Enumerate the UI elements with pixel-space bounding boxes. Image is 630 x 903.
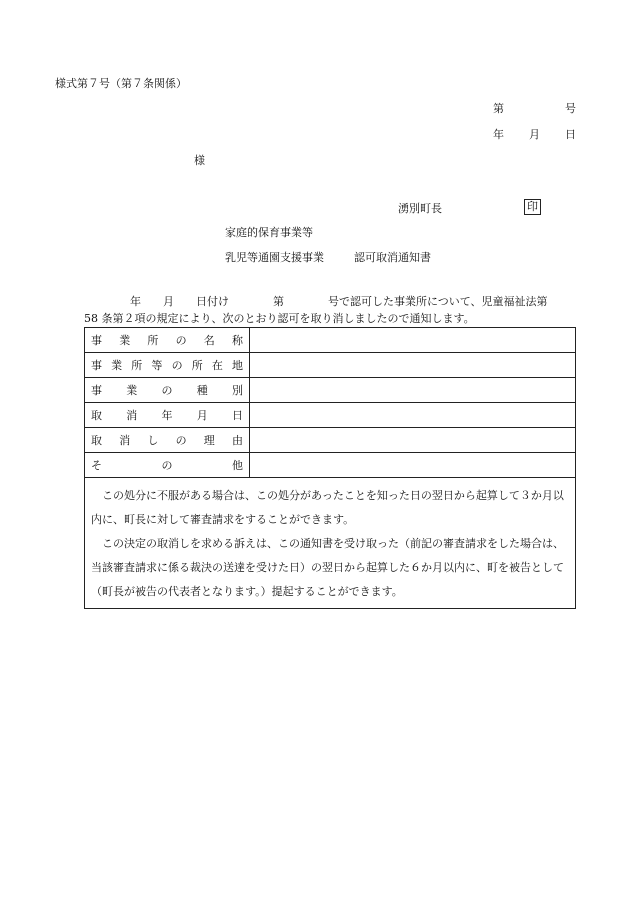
label-char: 取 — [91, 409, 102, 422]
title-line-1: 家庭的保育事業等 — [225, 226, 313, 239]
value-business-address — [250, 353, 576, 378]
label-char: そ — [91, 459, 102, 472]
label-char: 取 — [91, 434, 102, 447]
label-char: 所 — [147, 334, 159, 347]
table-row — [85, 378, 576, 403]
label-char: 称 — [231, 334, 243, 347]
table-row — [85, 428, 576, 453]
label-char: 理 — [203, 434, 215, 447]
value-revocation-date — [250, 403, 576, 428]
label-char: 業 — [119, 334, 131, 347]
date-day: 日 — [565, 128, 576, 141]
label-char: 所 — [191, 359, 203, 372]
details-table — [84, 327, 576, 609]
label-char: 月 — [196, 409, 208, 422]
body-paragraph — [84, 293, 576, 327]
label-char: 在 — [211, 359, 223, 372]
label-char: 事 — [91, 384, 102, 397]
label-char: 業 — [111, 359, 123, 372]
body-line-2: 58 条第２項の規定により、次のとおり認可を取り消しましたので通知します。 — [84, 312, 475, 325]
title-suffix: 認可取消通知書 — [354, 251, 431, 264]
label-char: 種 — [196, 384, 208, 397]
label-char: 別 — [232, 384, 243, 397]
seal-stamp: 印 — [524, 199, 541, 215]
label-char: 業 — [126, 384, 138, 397]
label-char: 他 — [232, 459, 243, 472]
row-label-business-name — [85, 328, 250, 353]
lawsuit-notice: この決定の取消しを求める訴えは、この通知書を受け取った（前記の審査請求をした場合は、当該審査請求に係る裁決の送達を受けた日）の翌日から起算した６か月以内に、町を被告として（町長が被告の代表者となります。）提起することができます。 — [91, 537, 564, 598]
label-char: 由 — [231, 434, 243, 447]
label-char: 地 — [231, 359, 243, 372]
table-row — [85, 353, 576, 378]
label-char: 事 — [91, 334, 102, 347]
label-char: の — [175, 434, 187, 447]
row-label-revocation-date — [85, 403, 250, 428]
title-line-2: 乳児等通園支援事業 — [225, 251, 324, 264]
label-char: の — [161, 384, 173, 397]
table-row — [85, 453, 576, 478]
table-row — [85, 328, 576, 353]
label-char: 名 — [203, 334, 215, 347]
label-char: 日 — [232, 409, 243, 422]
value-business-type — [250, 378, 576, 403]
notes-row — [85, 478, 576, 609]
seal-mark — [522, 199, 541, 215]
table-row — [85, 403, 576, 428]
document-number-suffix: 号 — [565, 102, 576, 115]
body-line-1: 年 月 日付け 第 号で認可した事業所について、児童福祉法第 — [130, 295, 548, 308]
date-year: 年 — [493, 128, 504, 141]
value-business-name — [250, 328, 576, 353]
addressee-suffix: 様 — [194, 154, 205, 167]
label-char: 等 — [151, 359, 163, 372]
document-number-prefix: 第 — [493, 102, 504, 115]
row-label-other — [85, 453, 250, 478]
label-char: の — [161, 459, 173, 472]
label-char: し — [147, 434, 159, 447]
label-char: 所 — [131, 359, 143, 372]
notes-cell — [85, 478, 576, 609]
value-revocation-reason — [250, 428, 576, 453]
form-number-label: 様式第７号（第７条関係） — [55, 77, 187, 90]
label-char: の — [171, 359, 183, 372]
label-char: 年 — [161, 409, 173, 422]
label-char: 事 — [91, 359, 102, 372]
label-char: 消 — [119, 434, 131, 447]
issuer-name: 湧別町長 — [398, 202, 442, 215]
value-other — [250, 453, 576, 478]
label-char: の — [175, 334, 187, 347]
row-label-business-address — [85, 353, 250, 378]
appeal-notice: この処分に不服がある場合は、この処分があったことを知った日の翌日から起算して３か月以内に、町長に対して審査請求をすることができます。 — [91, 489, 564, 526]
date-month: 月 — [529, 128, 540, 141]
label-char: 消 — [126, 409, 138, 422]
row-label-business-type — [85, 378, 250, 403]
row-label-revocation-reason — [85, 428, 250, 453]
